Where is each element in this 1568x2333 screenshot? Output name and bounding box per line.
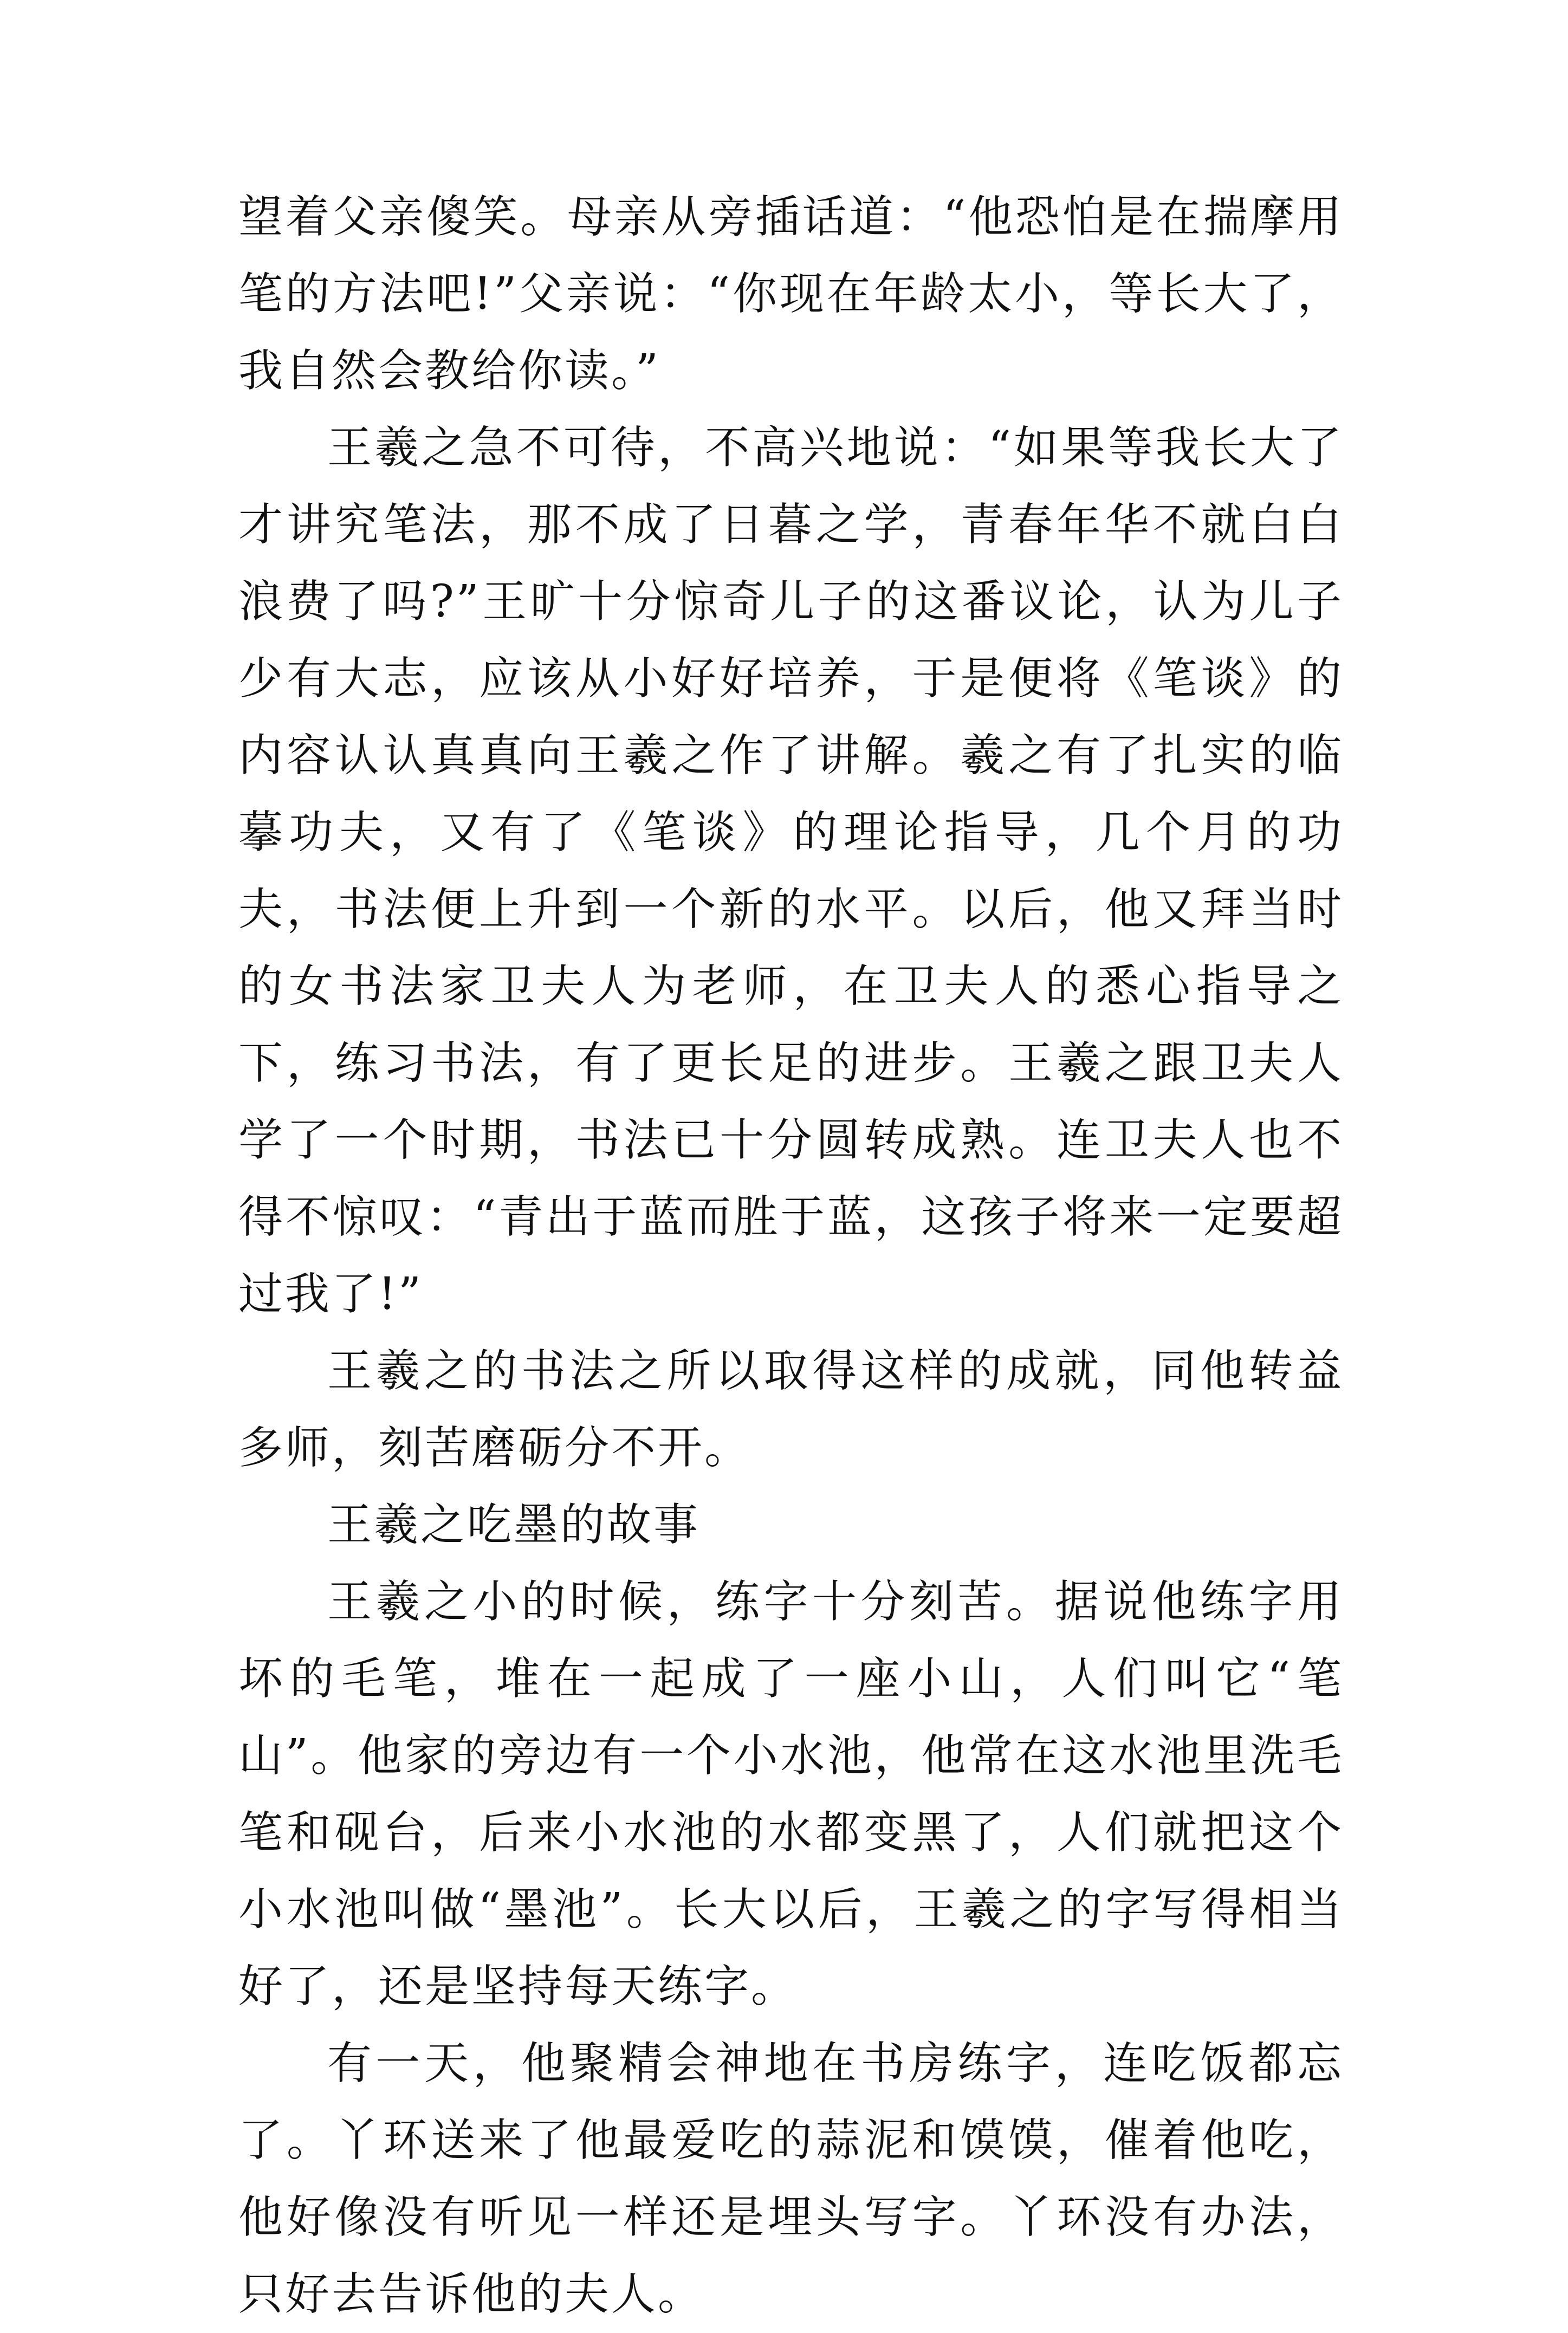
paragraph-continuation: 望着父亲傻笑。母亲从旁插话道：“他恐怕是在揣摩用笔的方法吧!”父亲说：“你现在年龄太小，等长大了，我自然会教给你读。” [238, 191, 1344, 397]
paragraph-wang-xizhi-impatient: 王羲之急不可待，不高兴地说：“如果等我长大了才讲究笔法，那不成了日暮之学，青春年华不就白白浪费了吗?”王旷十分惊奇儿子的这番议论，认为儿子少有大志，应该从小好好培养，于是便将《笔谈》的内容认认真真向王羲之作了讲解。羲之有了扎实的临摹功夫，又有了《笔谈》的理论指导，几个月的功夫，书法便上升到一个新的水平。以后，他又拜当时的女书法家卫夫人为老师，在卫夫人的悉心指导之下，练习书法，有了更长足的进步。王羲之跟卫夫人学了一个时期，书法已十分圆转成熟。连卫夫人也不得不惊叹：“青出于蓝而胜于蓝，这孩子将来一定要超过我了!” [238, 422, 1344, 1320]
paragraph-forgot-meal: 有一天，他聚精会神地在书房练字，连吃饭都忘了。丫环送来了他最爱吃的蒜泥和馍馍，催着他吃，他好像没有听见一样还是埋头写字。丫环没有办法，只好去告诉他的夫人。 [238, 2038, 1344, 2320]
section-heading-eating-ink: 王羲之吃墨的故事 [327, 1499, 701, 1551]
paragraph-ink-pond: 王羲之小的时候，练字十分刻苦。据说他练字用坏的毛笔，堆在一起成了一座小山，人们叫它“笔山”。他家的旁边有一个小水池，他常在这水池里洗毛笔和砚台，后来小水池的水都变黑了，人们就把这个小水池叫做“墨池”。长大以后，王羲之的字写得相当好了，还是坚持每天练字。 [238, 1576, 1344, 2012]
paragraph-achievement-summary: 王羲之的书法之所以取得这样的成就，同他转益多师，刻苦磨砺分不开。 [238, 1345, 1344, 1474]
document-body [238, 179, 1344, 2333]
